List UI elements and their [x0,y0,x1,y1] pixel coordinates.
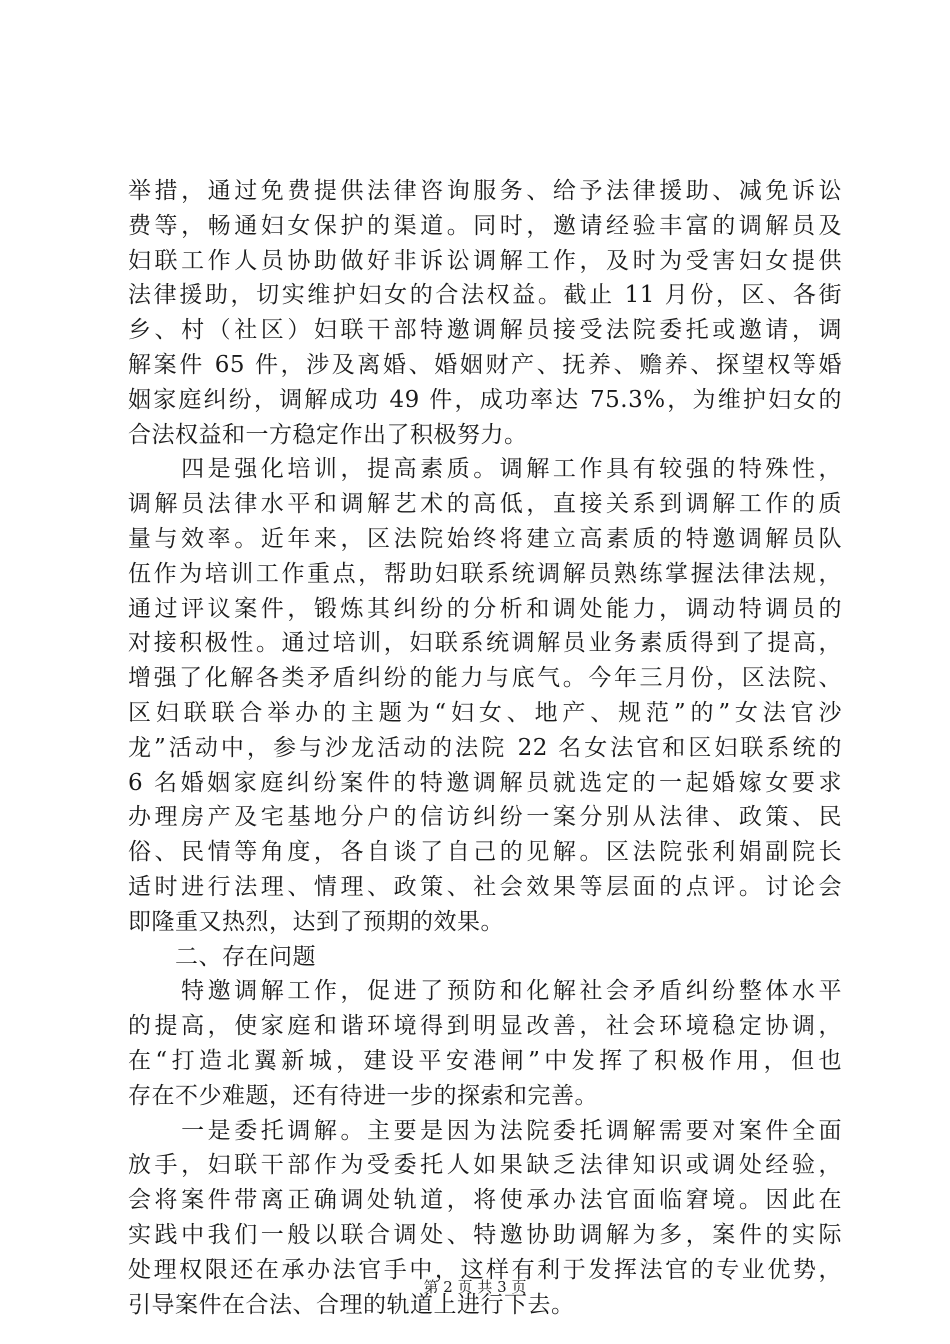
text-line: 区妇联联合举办的主题为“妇女、地产、规范”的”女法官沙 [128,699,842,726]
text-line: 即隆重又热烈，达到了预期的效果。 [128,908,504,935]
text-line: 引导案件在合法、合理的轨道上进行下去。 [128,1291,575,1318]
text-line: 通过评议案件，锻炼其纠纷的分析和调处能力，调动特调员的 [128,595,842,622]
text-line: 二、存在问题 [128,943,316,970]
text-line: 四是强化培训，提高素质。调解工作具有较强的特殊性， [128,456,842,483]
text-line: 的提高，使家庭和谐环境得到明显改善，社会环境稳定协调， [128,1013,842,1040]
text-line: 调解员法律水平和调解艺术的高低，直接关系到调解工作的质 [128,491,842,518]
text-line: 合法权益和一方稳定作出了积极努力。 [128,421,528,448]
text-line: 量与效率。近年来，区法院始终将建立高素质的特邀调解员队 [128,525,842,552]
text-line: 龙”活动中，参与沙龙活动的法院 22 名女法官和区妇联系统的 [128,734,842,761]
text-line: 伍作为培训工作重点，帮助妇联系统调解员熟练掌握法律法规， [128,560,842,587]
text-line: 放手，妇联干部作为受委托人如果缺乏法律知识或调处经验， [128,1152,842,1179]
text-line: 办理房产及宅基地分户的信访纠纷一案分别从法律、政策、民 [128,804,842,831]
text-line: 6 名婚姻家庭纠纷案件的特邀调解员就选定的一起婚嫁女要求 [128,769,842,796]
text-line: 法律援助，切实维护妇女的合法权益。截止 11 月份，区、各街 [128,282,842,309]
text-line: 实践中我们一般以联合调处、特邀协助调解为多，案件的实际 [128,1221,842,1248]
text-line: 妇联工作人员协助做好非诉讼调解工作，及时为受害妇女提供 [128,247,842,274]
document-body [128,174,842,1322]
text-line: 解案件 65 件，涉及离婚、婚姻财产、抚养、赡养、探望权等婚 [128,351,842,378]
text-line: 姻家庭纠纷，调解成功 49 件，成功率达 75.3%，为维护妇女的 [128,386,842,413]
text-line: 乡、村（社区）妇联干部特邀调解员接受法院委托或邀请，调 [128,317,842,344]
text-line: 特邀调解工作，促进了预防和化解社会矛盾纠纷整体水平 [128,978,842,1005]
text-line: 在“打造北翼新城，建设平安港闸”中发挥了积极作用，但也 [128,1047,842,1074]
text-line: 举措，通过免费提供法律咨询服务、给予法律援助、减免诉讼 [128,178,842,204]
text-line: 处理权限还在承办法官手中，这样有利于发挥法官的专业优势， [128,1256,842,1283]
page-footer: 第 2 页 共 3 页 [423,1278,527,1296]
text-line: 费等，畅通妇女保护的渠道。同时，邀请经验丰富的调解员及 [128,212,842,239]
text-line: 会将案件带离正确调处轨道，将使承办法官面临窘境。因此在 [128,1187,842,1214]
text-line: 俗、民情等角度，各自谈了自己的见解。区法院张利娟副院长 [128,839,842,866]
text-line: 存在不少难题，还有待进一步的探索和完善。 [128,1082,598,1109]
text-line: 增强了化解各类矛盾纠纷的能力与底气。今年三月份，区法院、 [128,665,842,692]
text-line: 一是委托调解。主要是因为法院委托调解需要对案件全面 [128,1117,842,1144]
text-line: 适时进行法理、情理、政策、社会效果等层面的点评。讨论会 [128,873,842,900]
text-line: 对接积极性。通过培训，妇联系统调解员业务素质得到了提高， [128,630,842,657]
